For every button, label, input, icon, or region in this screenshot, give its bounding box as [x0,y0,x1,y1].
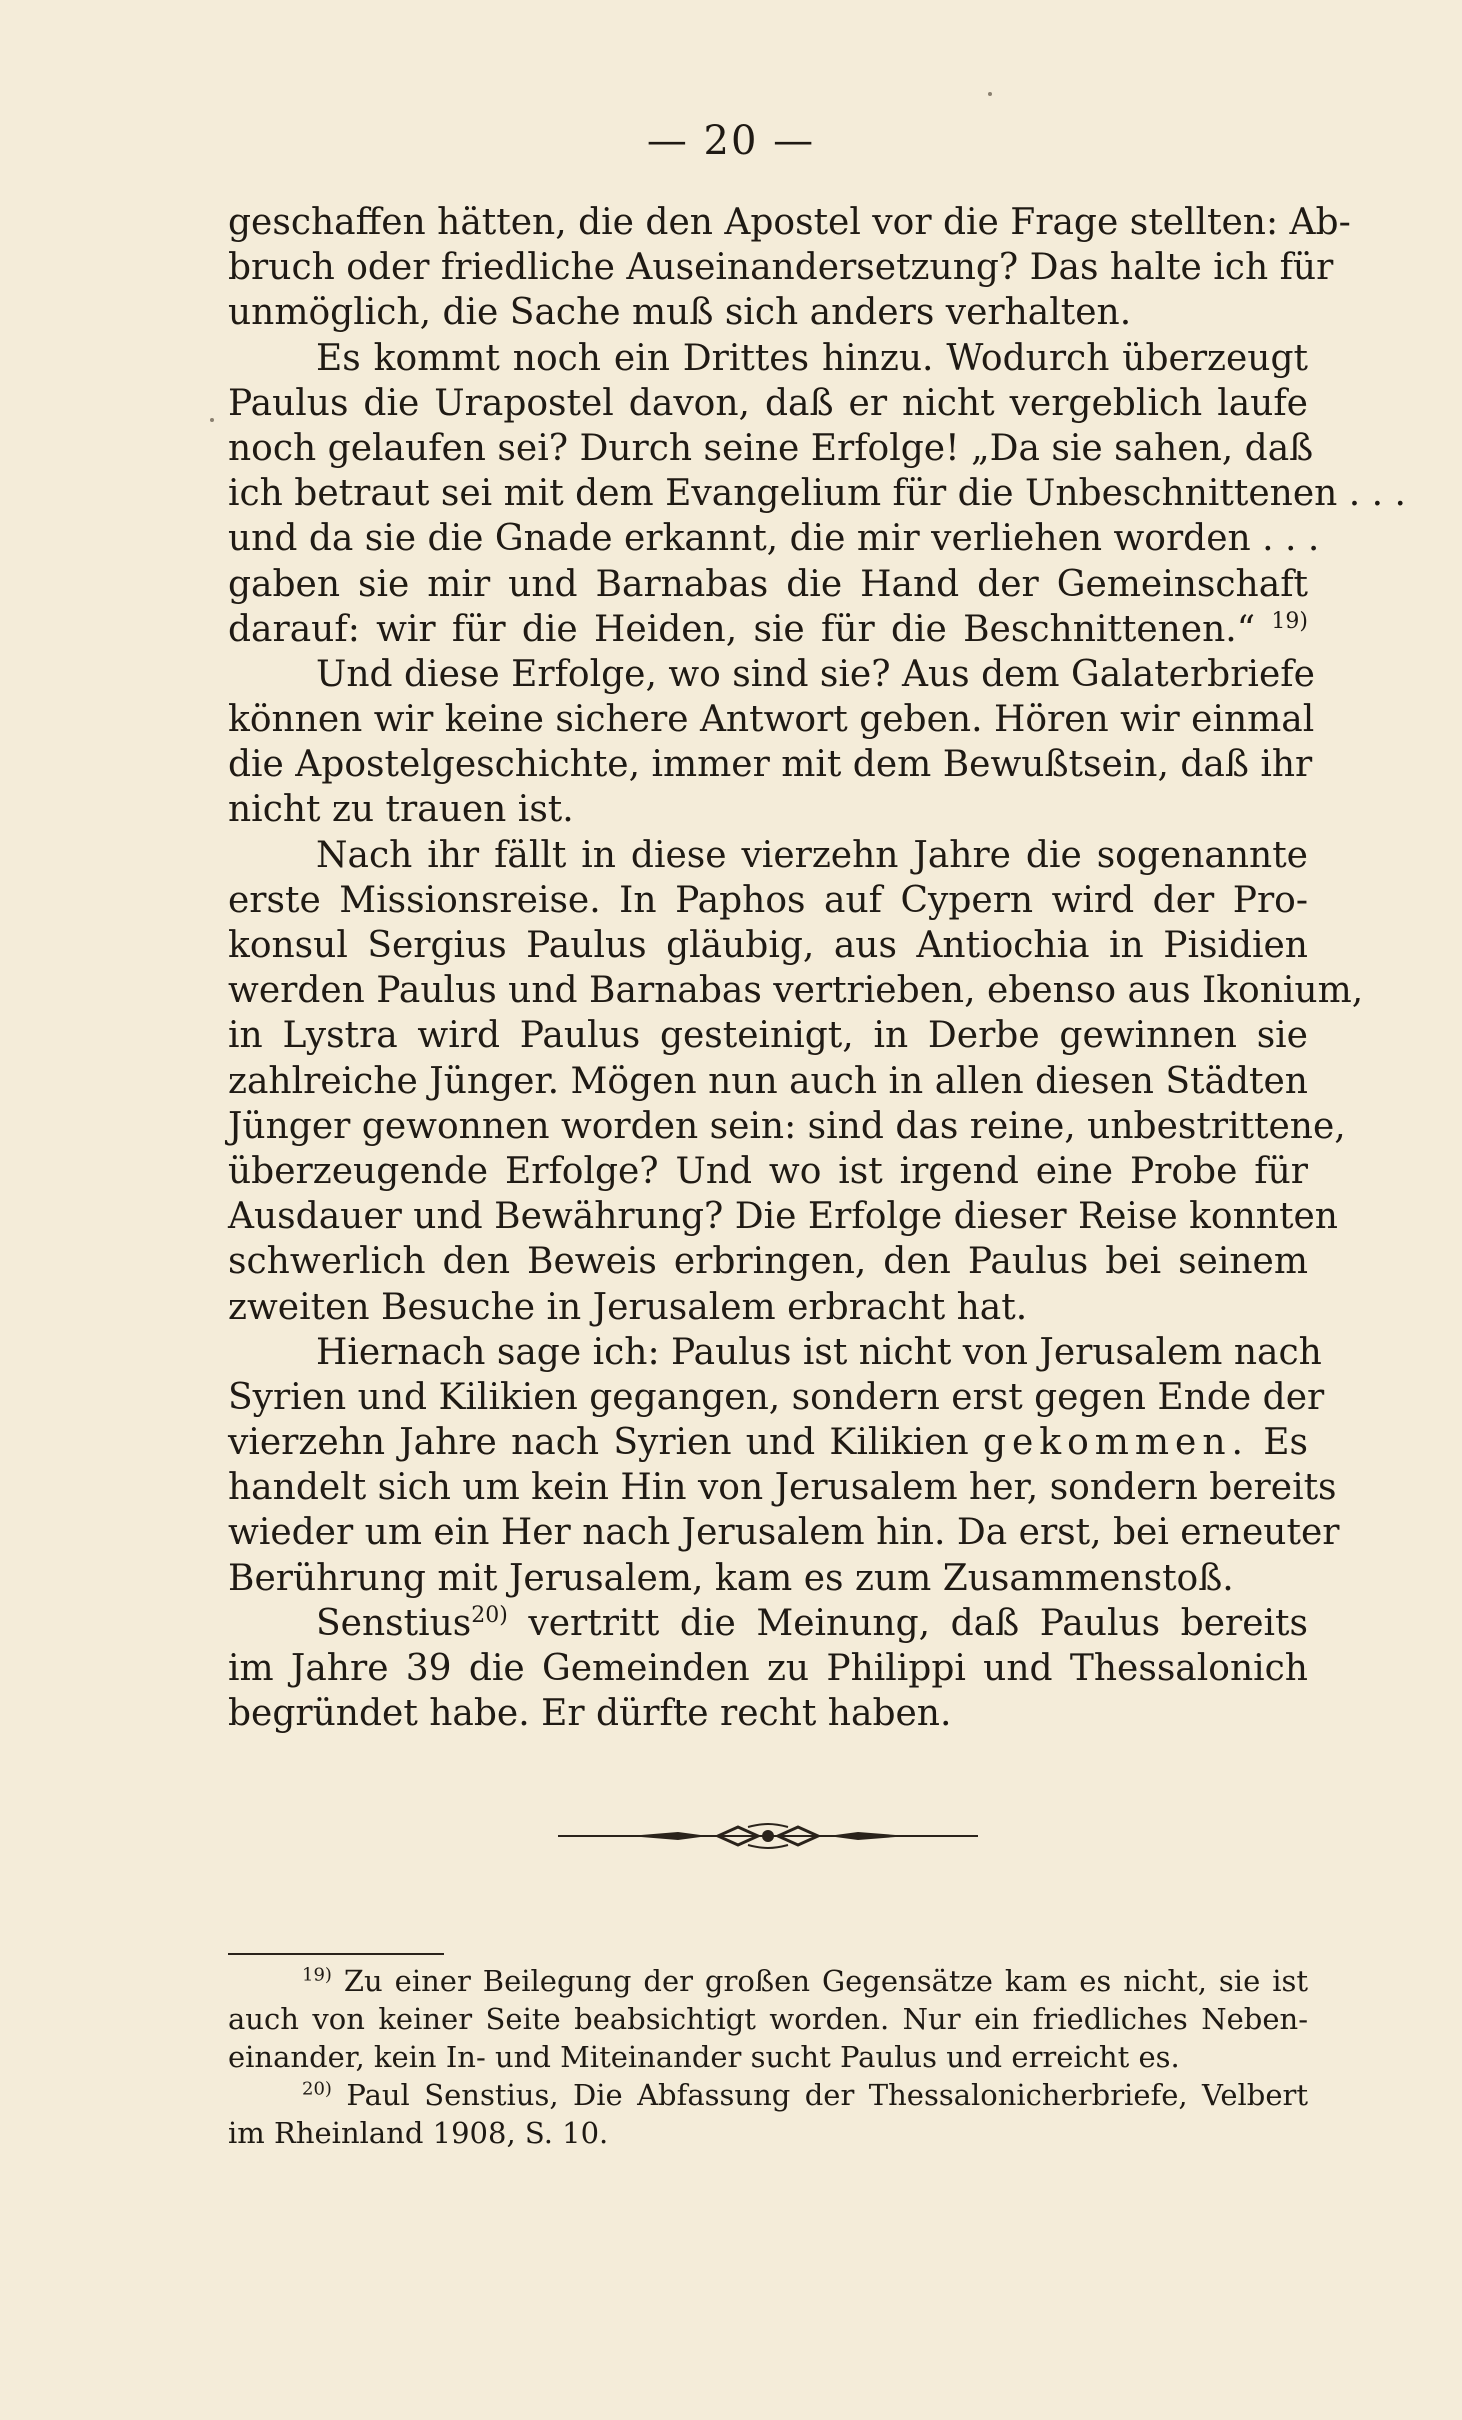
text-line: Berührung mit Jerusalem, kam es zum Zusammenstoß. [228,1557,1234,1599]
text-line: konsul Sergius Paulus gläubig, aus Antiochia in Pisidien [228,925,1308,966]
text-line: handelt sich um kein Hin von Jerusalem her, sondern bereits [228,1467,1337,1509]
text-line: Nach ihr fällt in diese vierzehn Jahre die sogenannte [316,834,1308,876]
text-segment: Zu einer Beilegung der großen Gegensätze kam es nicht, sie ist [343,1964,1308,1998]
text-line: in Lystra wird Paulus gesteinigt, in Derbe gewinnen sie [228,1015,1308,1057]
text-line: und da sie die Gnade erkannt, die mir verliehen worden . . . [228,518,1320,560]
footnote-line: im Rheinland 1908, S. 10. [228,2116,609,2150]
text-line: Syrien und Kilikien gegangen, sondern erst gegen Ende der [228,1376,1325,1418]
text-segment: vertritt die Meinung, daß Paulus bereits [528,1602,1308,1644]
print-speck [210,418,214,422]
text-line [228,1601,1308,1646]
text-line: noch gelaufen sei? Durch seine Erfolge! „Da sie sahen, daß [228,427,1314,469]
text-line: ich betraut sei mit dem Evangelium für die Unbeschnittenen . . . [228,473,1406,515]
text-line [228,607,1308,652]
footnote-number-20: 20) [302,2078,332,2100]
footnote-line: auch von keiner Seite beabsichtigt worden. Nur ein friedliches Neben- [228,2002,1308,2036]
text-segment: vierzehn Jahre nach Syrien und Kilikien [228,1422,969,1464]
text-line: Hiernach sage ich: Paulus ist nicht von Jerusalem nach [316,1331,1322,1373]
emphasized-word: gekommen. [982,1422,1249,1464]
text-line: Und diese Erfolge, wo sind sie? Aus dem Galaterbriefe [316,653,1315,695]
text-line [228,1420,1308,1465]
text-line: schwerlich den Beweis erbringen, den Paulus bei seinem [228,1241,1308,1283]
text-line: Ausdauer und Bewährung? Die Erfolge dieser Reise konnten [228,1196,1338,1238]
text-line: unmöglich, die Sache muß sich anders verhalten. [228,292,1132,334]
footnote-line [228,2076,1308,2114]
text-line: geschaffen hätten, die den Apostel vor die Frage stellten: Ab- [228,202,1351,243]
text-segment: Senstius [316,1602,472,1644]
text-line: überzeugende Erfolge? Und wo ist irgend eine Probe für [228,1150,1308,1192]
footnote-ref-20: 20) [471,1602,508,1628]
footnote-ref-19: 19) [1271,608,1308,634]
footnote-line [228,1962,1308,2000]
footnote-number-19: 19) [302,1964,332,1986]
text-line: im Jahre 39 die Gemeinden zu Philippi und Thessalonich [228,1648,1308,1689]
text-line: bruch oder friedliche Auseinandersetzung? Das halte ich für [228,247,1334,289]
ornament-divider-icon [558,1823,978,1849]
print-speck [988,92,992,96]
text-line: Jünger gewonnen worden sein: sind das reine, unbestrittene, [228,1105,1346,1147]
text-segment: Es [1263,1422,1308,1464]
text-line: erste Missionsreise. In Paphos auf Cypern wird der Pro- [228,879,1308,921]
text-line: wieder um ein Her nach Jerusalem hin. Da erst, bei erneuter [228,1512,1340,1554]
text-line: die Apostelgeschichte, immer mit dem Bewußtsein, daß ihr [228,744,1313,786]
text-line: zahlreiche Jünger. Mögen nun auch in allen diesen Städten [228,1060,1308,1102]
text-segment: Paul Senstius, Die Abfassung der Thessalonicherbriefe, Velbert [346,2078,1308,2112]
text-line: nicht zu trauen ist. [228,789,574,831]
footnote-separator [228,1953,444,1955]
text-line: zweiten Besuche in Jerusalem erbracht hat. [228,1286,1028,1328]
text-line: begründet habe. Er dürfte recht haben. [228,1693,952,1735]
page-number: — 20 — [646,118,816,164]
text-line: Paulus die Urapostel davon, daß er nicht vergeblich laufe [228,382,1308,424]
text-line: Es kommt noch ein Drittes hinzu. Wodurch überzeugt [316,337,1308,379]
text-line: können wir keine sichere Antwort geben. Hören wir einmal [228,699,1315,741]
text-line: werden Paulus und Barnabas vertrieben, ebenso aus Ikonium, [228,970,1364,1012]
body-text [228,200,1406,1736]
text-segment: darauf: wir für die Heiden, sie für die Beschnittenen.“ [228,608,1256,650]
text-line: gaben sie mir und Barnabas die Hand der Gemeinschaft [228,563,1308,605]
footnotes [228,1962,1308,2152]
footnote-line: einander, kein In- und Miteinander sucht Paulus und erreicht es. [228,2040,1180,2074]
